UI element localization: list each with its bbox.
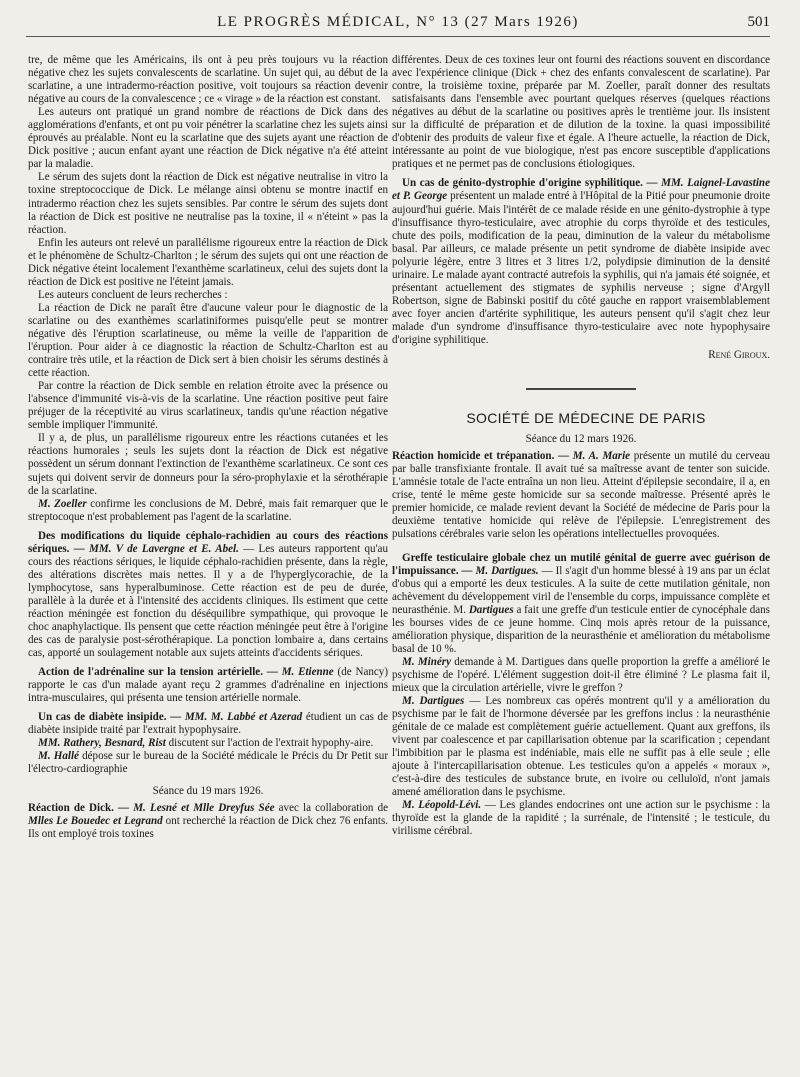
paragraph [392, 695, 770, 799]
paragraph-text: — Les nombreux cas opérés montrent qu'il y a amélioration du psychisme par le fait de l'hormone déversée par les greffons inclus : la neurasthénie génitale de ce malade est complètement guérie actuellement. Quant aux greffons, ils vivent par coalescence et par capillarisation obtenue par la scarification ; cependant l'imbibition par le plasma est indéniable, mais elle ne suffit pas à elle seule ; elle ajoute à l'intercapillarisation obtenue. Les testicules qu'on a appelés « moraux », c'est-à-dire des testicules de substance brute, en ivoire ou celluloïd, n'ont jamais amené amélioration dans le psychisme. [392, 695, 771, 799]
author-name: M. Léopold-Lévi. [402, 799, 482, 812]
session-date: Séance du 12 mars 1926. [525, 433, 637, 446]
author-name: — MM. V de Lavergne et E. Abel. [69, 542, 239, 555]
paragraph [392, 177, 770, 347]
paragraph-text: — Il s'agit d'un homme blessé à 19 ans par un éclat d'obus qui a emporté les deux testicules. A la suite de cette mutilation génitale, non achèvement du développement viril de l'ensemble du corps, impuissance complète et neurasthénie. M. [392, 564, 770, 616]
section-heading: Réaction de Dick. [28, 801, 114, 814]
paragraph [28, 802, 388, 841]
paragraph-text: confirme les conclusions de M. Debré, mais fait remarquer que le streptocoque n'est probablement pas l'agent de la scarlatine. [28, 497, 388, 523]
paragraph: différentes. Deux de ces toxines leur ont fourni des réactions souvent en discordance avec l'expérience clinique (Dick + chez des enfants convalescent de scarlatine). Par contre, la troisième toxine, préparée par M. Zoeller, paraît donner des resultats satisfaisants dans l'ensemble avec pourtant quelques réserves (quelques réactions négatives au début de la scarlatine ou positives après le trentième jour. Ils insistent sur la difficulté de préparation et de dilution de la toxine. la quasi impossibilité d'obtenir des produits de valeur fixe et égale. A l'heure actuelle, la réaction de Dick, intéressante au point de vue biologique, n'est pas encore susceptible d'applications pratiques et ne permet pas de conclusions étiologiques. [392, 54, 770, 171]
page-number: 501 [747, 14, 770, 30]
author-name: MM. Rathery, Besnard, Rist [38, 737, 166, 750]
paragraph: tre, de même que les Américains, ils ont à peu près toujours vu la réaction négative chez les sujets convalescents de scarlatine. Un sujet qui, au début de la scarlatine, a une intradermo-réaction positive, voit toujours sa réaction devenir négative au cours de la convalescence ; ce « virage » de la réaction est constant. [28, 54, 388, 106]
paragraph-text: dépose sur le bureau de la Société médicale le Précis du Dr Petit sur l'électro-cardiographie [28, 750, 388, 776]
paragraph [28, 750, 388, 776]
paragraph-text: demande à M. Dartigues dans quelle proportion la greffe a amélioré le psychisme de l'opéré. L'élément suggestion doit-il être éliminé ? Le plasma fait il, mieux que la circulation artérielle, vivre le greffon ? [392, 655, 770, 694]
paragraph [28, 666, 388, 705]
paragraph-text: (de Nancy) rapporte le cas d'un malade ayant reçu 2 grammes d'adrénaline en injections intra-musculaires, qui présenta une tension artérielle normale. [28, 666, 388, 705]
paragraph: Il y a, de plus, un parallélisme rigoureux entre les réactions cutanées et les réactions humorales ; seuls les sujets dont la réaction de Dick est négative possèdent un sérum donnant l'extinction de l'exanthème scarlatineux. Ce sont ces sujets qui doivent servir de donneurs pour la séro-prophylaxie et la sérothérapie de la scarlatine. [28, 432, 388, 497]
section-heading: Action de l'adrénaline sur la tension artérielle. [38, 666, 263, 679]
paragraph-text: a fait une greffe d'un testicule entier de cynocéphale dans les bourses vides de ce jeune homme. Cinq mois après retour de la puissance, amélioration physique, disparition de la neurasthénie et amélioration du métabolisme basal de 10 %. [392, 603, 770, 655]
paragraph [392, 799, 770, 838]
running-header [26, 14, 770, 37]
section-heading: Réaction homicide et trépanation. [392, 450, 555, 463]
paragraph-text: discutent sur l'action de l'extrait hypophy-aire. [165, 737, 374, 750]
author-name: — M. Lesné et Mlle Dreyfus Sée [113, 801, 275, 814]
paragraph: Le sérum des sujets dont la réaction de Dick est négative neutralise in vitro la toxine streptococcique de Dick. Le mélange ainsi obtenu se montre inactif en intradermo réaction chez les sujets sensibles. Par contre le sérum des sujets dont la réaction de Dick est positive ne neutralise pas la toxine, il « n'éteint » pas la réaction. [28, 171, 388, 236]
author-name: M. Minéry [402, 655, 451, 668]
paragraph [392, 450, 770, 541]
author-name: — MM. M. Labbé et Azerad [166, 711, 303, 724]
session-date: Séance du 19 mars 1926. [152, 784, 264, 797]
paragraph-text: étudient un cas de diabète insipide traité par l'extrait hypophysaire. [28, 711, 388, 737]
paragraph: Par contre la réaction de Dick semble en relation étroite avec la présence ou l'absence d'immunité vis-à-vis de la scarlatine. Une réaction positive peut faire préjuger de la réceptivité au virus scarlatineux, tandis qu'une réaction négative semble impliquer l'immunité. [28, 380, 388, 432]
paragraph: Enfin les auteurs ont relevé un parallélisme rigoureux entre la réaction de Dick et le phénomène de Schultz-Charlton ; le sérum des sujets qui ont une réaction de Dick négative éteint localement l'exanthème scarlatineux, celui des sujets dont la réaction de Dick est positive ne l'éteint jamais. [28, 236, 388, 288]
paragraph [392, 552, 770, 656]
section-divider [526, 388, 636, 390]
journal-title: LE PROGRÈS MÉDICAL, N° 13 (27 Mars 1926) [217, 14, 579, 30]
author-name: Dartigues [468, 603, 514, 616]
paragraph: Les auteurs ont pratiqué un grand nombre de réactions de Dick dans des agglomérations d'enfants, et ont pu voir pénétrer la scarlatine chez les sujets ainsi éprouvés au préalable. Nont eu la scarlatine que des sujets ayant une réaction de Dick positive ; aucun enfant ayant une réaction de Dick négative n'a été atteint par la maladie. [28, 106, 388, 171]
paragraph-text: présente un mutilé du cerveau par balle transfixiante frontale. Il avait tué sa maîtresse avant de tenter son suicide. L'amnésie totale de l'acte entraîna un non lieu. Atteint d'épilepsie secondaire, il a, en crise, tenté le même geste homicide sur sa seconde maîtresse. Présenté après le premier homicide, ce malade revient devant la Société de médecine de Paris pour la deuxième tentative homicide qui relève de l'épilepsie. L'enregistrement des pulsations cérébrales varie selon les opérations intellectuelles provoquées. [392, 450, 770, 541]
right-column [392, 54, 770, 839]
author-name: — M. Etienne [262, 666, 334, 679]
paragraph [28, 530, 388, 660]
section-heading: Un cas de génito-dystrophie d'origine syphilitique. [402, 177, 643, 190]
paragraph [28, 498, 388, 524]
section-heading: Greffe testiculaire globale chez un mutilé génital de guerre avec guérison de l'impuissance. [392, 551, 770, 577]
author-name: — M. Dartigues. [458, 564, 539, 577]
author-name: M. Dartigues [402, 695, 465, 708]
paragraph: Les auteurs concluent de leurs recherches : [38, 288, 228, 301]
paragraph [392, 656, 770, 695]
paragraph [28, 737, 388, 750]
section-heading: Un cas de diabète insipide. [38, 711, 167, 724]
paragraph-text: — Les auteurs rapportent qu'au cours des réactions sériques, le liquide céphalo-rachidien présente, dans la règle, des altérations discrètes mais nettes. Il y a de l'hyperglycorachie, de la lymphocytose, sans hyperalbuminose. Cette réaction est de peu de durée, parallèle à la durée et à l'intensité des accidents cliniques. Ils estiment que cette réaction méningée est fonction du déséquilibre sympathique, qui provoque le choc anaphylactique. Ils pensent que cette réaction méningée peut être à l'origine des cas de paralysie post-sérothérapique. La ponction lombaire a, dans certains cas, apporté un soulagement notable aux sujets atteints d'accidents sériques. [28, 542, 388, 660]
author-name: — MM. Laignel-Lavastine et P. George [392, 177, 770, 203]
section-heading: Des modifications du liquide céphalo-rachidien au cours des réactions sériques. [28, 529, 388, 555]
paragraph-text: — Les glandes endocrines ont une action sur le psychisme : la thyroïde est la glande de la rapidité ; la surrénale, de l'intensité ; le testicule, du virilisme cérébral. [392, 799, 770, 838]
paragraph: La réaction de Dick ne paraît être d'aucune valeur pour le diagnostic de la scarlatine ou des exanthèmes scarlatiniformes puisqu'elle peut se montrer négative dès l'éruption scarlatineuse, ou même la veille de l'apparition de l'éruption. Pour aider à ce diagnostic la réaction de Schultz-Charlton est au contraire très utile, et la réaction de Dick sert à bien choisir les sérums destinés à cette réaction. [28, 301, 388, 380]
paragraph-text: ont recherché la réaction de Dick chez 76 enfants. Ils ont employé trois toxines [28, 814, 389, 840]
left-column [28, 54, 388, 841]
paragraph-text: avec la collaboration de [274, 801, 388, 814]
author-name: M. Zoeller [38, 497, 87, 510]
paragraph [28, 711, 388, 737]
paragraph-text: présentent un malade entré à l'Hôpital de la Pitié pour pneumonie droite aujourd'hui guérie. Mais l'intérêt de ce malade réside en une génito-dystrophie à type d'insuffisance thyro-testiculaire, avec atrophie du corps thyroïde et des testicules, chute des poils, modification de la peau, diminution de la valeur du métabolisme basal. Par ailleurs, ce malade présente un petit syndrome de diabète insipide avec polyurie légère, entre 3 litres et 3 litres 1/2, polydipsie diminution de la densité urinaire. Le malade ayant contracté autrefois la syphilis, qui n'a jamais été soignée, et présentant actuellement des stigmates de syphilis nerveuse ; signe d'Argyll Robertson, signe de Babinski positif du côté gauche en rapport vraisemblablement avec foyer ancien d'artérite syphilitique, les auteurs pensent qu'il s'agit chez leur malade d'un syndrome d'insuffisance thyro-testiculaire avec note hypophysaire d'origine syphilitique. [392, 190, 770, 346]
author-name: — M. A. Marie [554, 450, 631, 463]
signature: René Giroux. [708, 349, 770, 362]
society-heading: SOCIÉTÉ DE MÉDECINE DE PARIS [466, 410, 706, 427]
author-name: M. Hallé [38, 750, 79, 763]
author-name: Mlles Le Bouedec et Legrand [28, 814, 163, 827]
